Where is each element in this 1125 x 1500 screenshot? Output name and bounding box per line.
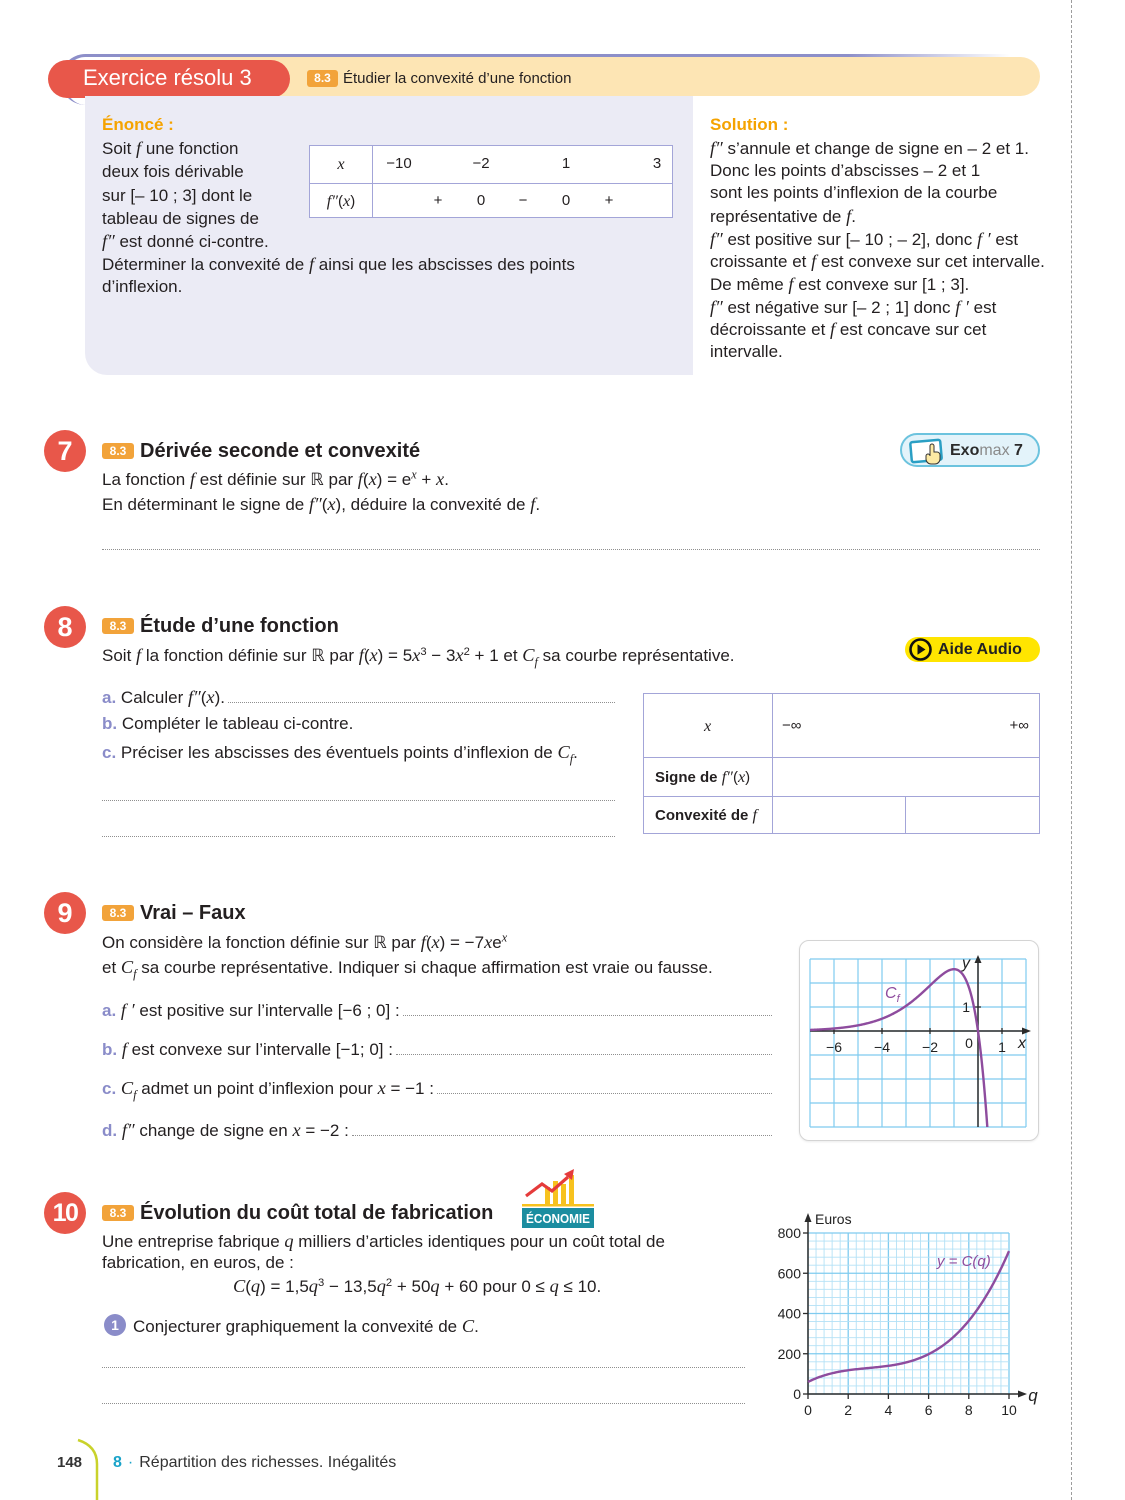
math-symbol: f (358, 645, 364, 665)
table-divider (372, 146, 373, 217)
question-letter: a. (102, 688, 117, 707)
math-symbol: f (530, 494, 536, 514)
chapter-title (113, 1453, 396, 1473)
text-run: . (535, 495, 541, 514)
text-run: − 3 (426, 646, 456, 665)
text-run: Préciser les abscisses des éventuels points d’inflexion de (116, 743, 558, 762)
text-run: Une entreprise fabrique (102, 1232, 285, 1251)
math-symbol: x (412, 645, 421, 665)
solution-line (710, 137, 1029, 160)
function-graph-ex9 (799, 940, 1040, 1142)
solution-line (710, 182, 997, 204)
text-run: . (851, 207, 856, 226)
text-run: ). (214, 688, 225, 707)
statement-heading: Énoncé : (102, 115, 174, 134)
table-row-label-x (704, 716, 711, 737)
solution-heading: Solution : (710, 115, 789, 134)
table-cell-sign[interactable] (774, 758, 1040, 796)
subscript: f (133, 1087, 137, 1102)
text-run: . (474, 1317, 479, 1336)
curve-label: y = C(q) (937, 1253, 991, 1270)
table-divider (310, 183, 672, 184)
text-run: une fonction (141, 139, 239, 158)
table-cell-convexity[interactable] (774, 797, 905, 833)
text-run: est (968, 298, 997, 317)
math-symbol: f″ (102, 231, 115, 251)
text-run: ( (363, 646, 370, 665)
math-symbol: x (368, 469, 377, 489)
true-false-item (102, 1119, 772, 1142)
text-run: Soit (102, 139, 137, 158)
answer-line[interactable] (102, 1367, 745, 1368)
math-symbol: f (308, 254, 315, 274)
table-row-label-convexity (655, 805, 757, 826)
sign-table-x-value: 1 (561, 155, 571, 172)
solution-line (710, 318, 986, 341)
answer-line[interactable] (102, 1403, 745, 1404)
math-symbol: x (343, 192, 351, 210)
math-symbol: f″ (188, 687, 201, 707)
text-run: + 50 (392, 1277, 431, 1296)
text-run: + (416, 470, 437, 489)
text-run: sur [– 10 ; 3] dont le (102, 186, 253, 205)
exercise-text-line (102, 956, 713, 979)
growth-chart-icon (518, 1165, 598, 1229)
statement-line (102, 137, 239, 160)
answer-line[interactable] (403, 1014, 772, 1016)
math-symbol: q (284, 1231, 294, 1251)
solution-line (710, 273, 969, 296)
text-run: ) = e (376, 470, 412, 489)
true-false-item (102, 1077, 772, 1100)
text-run: Donc les points d’abscisses – 2 et 1 (710, 161, 981, 180)
answer-line[interactable] (228, 701, 615, 703)
math-symbol: x (431, 932, 440, 952)
text-run: change de signe en (134, 1121, 293, 1140)
text-run: ainsi que les abscisses des points (314, 255, 575, 274)
audio-help-label: Aide Audio (938, 641, 1022, 658)
text-run: Compléter le tableau ci-contre. (117, 714, 354, 733)
exercise-text-line (102, 493, 540, 516)
plus-infinity: +∞ (1009, 717, 1029, 734)
x-axis-label: x (1018, 1035, 1026, 1052)
question-c (102, 741, 578, 764)
question-letter: b. (102, 1040, 118, 1059)
sign-table-sign: − (518, 192, 528, 209)
solved-exercise-subtitle: Étudier la convexité d’une fonction (343, 70, 572, 87)
sign-table-sign: + (604, 192, 614, 209)
text-run: intervalle. (710, 342, 783, 361)
exercise-title: Vrai – Faux (140, 902, 246, 924)
text-run: est convexe sur cet intervalle. (816, 252, 1045, 271)
y-tick-label: 600 (777, 1265, 801, 1282)
exercise-number: 10 (44, 1192, 86, 1234)
statement-line (102, 185, 252, 207)
answer-line[interactable] (102, 836, 615, 837)
table-row-label-sign (655, 767, 750, 788)
text-run: ) = 1,5 (260, 1277, 309, 1296)
exercise-title: Dérivée seconde et convexité (140, 440, 421, 462)
text-run: sa courbe représentative. (537, 646, 735, 665)
math-symbol: q (549, 1276, 559, 1296)
exomax-label-prefix: Exo (950, 442, 980, 459)
section-badge: 8.3 (102, 443, 134, 459)
math-symbol: x (737, 768, 746, 786)
curve-symbol: C (120, 1078, 134, 1098)
math-symbol: f ′ (955, 297, 969, 317)
economie-badge-label: ÉCONOMIE (526, 1211, 591, 1226)
text-run: décroissante et (710, 320, 831, 339)
math-symbol: q (376, 1276, 386, 1296)
text-run: ) (350, 193, 356, 210)
chapter-number: 8 (113, 1454, 122, 1471)
exercise-title: Étude d’une fonction (140, 615, 339, 637)
text-run: est convexe sur [1 ; 3]. (793, 275, 970, 294)
sign-table-x-value: −10 (386, 155, 412, 172)
y-axis-label: Euros (815, 1211, 852, 1227)
sign-table (309, 145, 673, 218)
math-symbol: x (455, 645, 464, 665)
text-run: Déterminer la convexité de (102, 255, 309, 274)
x-tick-label: 8 (964, 1402, 973, 1418)
sign-table-x-value: −2 (472, 155, 490, 172)
question-text (102, 686, 225, 709)
exomax-label-middle: max (979, 442, 1010, 459)
math-symbol: f (136, 645, 142, 665)
exercise-number: 7 (44, 430, 86, 472)
text-run: est définie sur ℝ par (195, 470, 358, 489)
section-badge: 8.3 (102, 1205, 134, 1221)
curve-symbol: C (120, 957, 134, 977)
x-tick-label: 0 (804, 1402, 812, 1418)
text-run: + 60 pour 0 ≤ (439, 1277, 550, 1296)
x-tick-label: −4 (874, 1039, 890, 1055)
section-badge: 8.3 (307, 70, 338, 87)
chapter-title-text: Répartition des richesses. Inégalités (139, 1454, 397, 1471)
text-run: ) = 5 (377, 646, 413, 665)
table-divider (772, 694, 773, 833)
statement-line (102, 161, 244, 183)
text-run: . (444, 470, 449, 489)
statement-text (102, 999, 400, 1022)
true-false-item (102, 1038, 772, 1061)
math-symbol: q (308, 1276, 318, 1296)
math-symbol: f (830, 319, 836, 339)
text-run: croissante et (710, 252, 812, 271)
convexity-table (643, 693, 1040, 834)
text-run: = −1 : (385, 1079, 434, 1098)
x-tick-label: 2 (844, 1402, 853, 1418)
text-run: e (492, 933, 502, 952)
solution-line (710, 205, 856, 228)
question-a (102, 686, 615, 709)
text-run: d’inflexion. (102, 277, 183, 296)
math-symbol: f″ (121, 1120, 135, 1140)
cost-graph-ex10 (760, 1205, 1050, 1430)
text-run: tableau de signes de (102, 209, 259, 228)
superscript: 3 (317, 1276, 325, 1289)
text-run: est (990, 230, 1019, 249)
section-badge: 8.3 (102, 905, 134, 921)
question-letter: c. (102, 743, 117, 762)
text-run: ( (732, 769, 738, 786)
y-tick-label: 800 (777, 1225, 801, 1241)
text-run: ), déduire la convexité de (335, 495, 531, 514)
statement-line (102, 276, 182, 298)
text-run: représentative de (710, 207, 847, 226)
math-symbol: f (788, 274, 794, 294)
math-symbol: x (377, 1078, 386, 1098)
math-symbol: C (461, 1316, 475, 1336)
math-symbol: f (189, 469, 196, 489)
text-run: = −2 : (300, 1121, 349, 1140)
text-run: fabrication, en euros, de : (102, 1253, 294, 1272)
subscript: f (534, 654, 538, 669)
solution-line (710, 160, 980, 182)
text-run: est convexe sur l’intervalle [−1; 0] : (126, 1040, 393, 1059)
curve-label: $C_f$ (885, 985, 900, 1005)
math-symbol: f (121, 1039, 127, 1059)
math-symbol: f″ (710, 229, 723, 249)
bold-text: Convexité de (655, 807, 753, 824)
text-run: Calculer (116, 688, 188, 707)
statement-line (102, 230, 269, 253)
text-run: deux fois dérivable (102, 162, 244, 181)
math-symbol: f″ (721, 768, 733, 786)
text-run: sont les points d’inflexion de la courbe (710, 183, 998, 202)
exercise-text-line (102, 931, 507, 954)
math-symbol: q (430, 1276, 440, 1296)
text-run: − 13,5 (324, 1277, 377, 1296)
curve-symbol: C (522, 645, 535, 665)
question-number: 1 (104, 1314, 126, 1336)
text-run: + 1 et (469, 646, 523, 665)
math-symbol: f″ (710, 138, 723, 158)
exercise-number: 8 (44, 606, 86, 648)
sign-table-sign: + (433, 192, 443, 209)
superscript: 2 (463, 645, 470, 658)
x-tick-label: 4 (884, 1402, 893, 1418)
math-symbol: x (484, 932, 493, 952)
math-symbol: f″ (710, 297, 723, 317)
solution-line (710, 296, 996, 319)
cost-curve (808, 1251, 1009, 1382)
question-letter: b. (102, 714, 118, 733)
math-symbol: f (136, 138, 142, 158)
statement-text (102, 1077, 434, 1100)
text-run: la fonction définie sur ℝ par (141, 646, 359, 665)
text-run: Soit (102, 646, 137, 665)
audio-help-button[interactable] (905, 637, 1040, 662)
curve-symbol: C (557, 742, 570, 762)
math-symbol: f (752, 806, 758, 824)
text-run: ( (321, 495, 328, 514)
solution-line (710, 341, 783, 363)
text-run: admet un point d’inflexion pour (136, 1079, 378, 1098)
x-tick-label: −2 (922, 1039, 938, 1055)
text-run: On considère la fonction définie sur ℝ par (102, 933, 421, 952)
text-run: sa courbe représentative. Indiquer si chaque affirmation est vraie ou fausse. (136, 958, 713, 977)
text-run: ≤ 10. (558, 1277, 602, 1296)
solution-line (710, 228, 1018, 251)
x-axis-label: q (1028, 1386, 1038, 1405)
text-run: est positive sur [– 10 ; – 2], donc (722, 230, 977, 249)
exercise-text-line (102, 644, 735, 667)
math-symbol: x (206, 687, 215, 707)
math-symbol: x (436, 469, 445, 489)
exomax-label-number: 7 (1009, 442, 1023, 459)
answer-line[interactable] (352, 1134, 772, 1136)
x-tick-label: 1 (998, 1039, 1006, 1055)
superscript: x (411, 467, 417, 482)
math-symbol: f (846, 206, 852, 226)
math-symbol: f (357, 469, 363, 489)
text-run: ) (745, 769, 751, 786)
math-symbol: x (337, 155, 345, 173)
chapter-separator: · (127, 1454, 134, 1471)
math-symbol: C (233, 1276, 246, 1296)
text-run: est concave sur cet (835, 320, 987, 339)
y-tick-label: 0 (793, 1386, 801, 1402)
superscript: x (501, 930, 508, 945)
text-run: milliers d’articles identiques pour un coût total de (293, 1232, 665, 1251)
statement-text (102, 1038, 393, 1061)
subscript: f (133, 966, 137, 981)
math-symbol: f ′ (976, 229, 991, 249)
y-tick-label: 1 (962, 999, 970, 1015)
question-letter: d. (102, 1121, 118, 1140)
text-run: ) = −7 (439, 933, 485, 952)
exercise-text-line (102, 468, 449, 491)
x-tick-label: −6 (826, 1039, 842, 1055)
text-run: ( (245, 1277, 251, 1296)
statement-text (102, 1119, 349, 1142)
statement-line (102, 253, 575, 276)
superscript: 3 (420, 645, 427, 658)
exercise-title: Évolution du coût total de fabrication (140, 1202, 494, 1224)
true-false-item (102, 999, 772, 1022)
math-symbol: x (704, 717, 712, 735)
answer-line[interactable] (102, 800, 615, 801)
math-symbol: f (420, 932, 426, 952)
math-symbol: f (811, 251, 817, 271)
text-run: ( (362, 470, 369, 489)
question-letter: c. (102, 1079, 117, 1098)
section-badge: 8.3 (102, 618, 134, 634)
touch-screen-icon (908, 437, 948, 467)
cost-formula (233, 1275, 601, 1298)
text-run: ( (200, 688, 207, 707)
table-cell-convexity[interactable] (907, 797, 1040, 833)
text-run: . (573, 743, 578, 762)
sign-table-row-label (327, 191, 355, 212)
text-run: ( (338, 193, 344, 210)
text-run: De même (710, 275, 789, 294)
sign-table-sign: 0 (476, 192, 486, 209)
origin-label: 0 (965, 1035, 973, 1051)
text-run: s’annule et change de signe en – 2 et 1. (722, 139, 1029, 158)
exomax-label (950, 441, 1023, 461)
play-icon (905, 637, 935, 662)
exercise-text-line (102, 1252, 294, 1274)
sign-table-sign: 0 (561, 192, 571, 209)
math-symbol: q (250, 1276, 261, 1296)
table-divider (905, 796, 906, 833)
y-tick-label: 200 (777, 1345, 801, 1362)
subscript: f (569, 751, 574, 766)
x-tick-label: 6 (924, 1402, 933, 1418)
y-tick-label: 400 (777, 1305, 801, 1322)
page-number: 148 (57, 1454, 83, 1471)
minus-infinity: −∞ (782, 717, 802, 734)
sign-table-x-value: 3 (652, 155, 662, 172)
question-letter: a. (102, 1001, 117, 1020)
text-run: En déterminant le signe de (102, 495, 309, 514)
exomax-button[interactable] (900, 433, 1040, 467)
text-run: ( (425, 933, 432, 952)
exercise-text-line (102, 1230, 665, 1253)
bold-text: Signe de (655, 769, 722, 786)
superscript: 2 (385, 1276, 393, 1289)
math-symbol: x (327, 494, 336, 514)
math-symbol: x (369, 645, 378, 665)
answer-line[interactable] (437, 1092, 772, 1094)
math-symbol: f ′ (120, 1000, 135, 1020)
answer-line[interactable] (102, 549, 1040, 550)
y-axis-label: y (962, 955, 970, 972)
math-symbol: f″ (326, 192, 339, 210)
text-run: est positive sur l’intervalle [−6 ; 0] : (134, 1001, 400, 1020)
text-run: est négative sur [– 2 ; 1] donc (722, 298, 956, 317)
text-run: est donné ci-contre. (114, 232, 269, 251)
x-axis-arrow (1018, 1391, 1027, 1398)
answer-line[interactable] (396, 1053, 772, 1055)
text-run: La fonction (102, 470, 190, 489)
math-symbol: x (292, 1120, 301, 1140)
text-run: Conjecturer graphiquement la convexité de (133, 1317, 462, 1336)
solved-exercise-label: Exercice résolu 3 (83, 65, 252, 90)
curve-label-subscript: f (896, 993, 900, 1005)
page-edge-dashed-line (1071, 0, 1072, 1500)
y-axis-arrow (805, 1213, 812, 1222)
text-run: et (102, 958, 121, 977)
question-text (133, 1315, 479, 1338)
solution-line (710, 250, 1045, 273)
exercise-number: 9 (44, 892, 86, 934)
math-symbol: f″ (308, 494, 322, 514)
statement-line (102, 208, 259, 230)
question-b (102, 713, 353, 735)
x-tick-label: 10 (1001, 1402, 1017, 1418)
sign-table-variable-label (337, 154, 344, 175)
